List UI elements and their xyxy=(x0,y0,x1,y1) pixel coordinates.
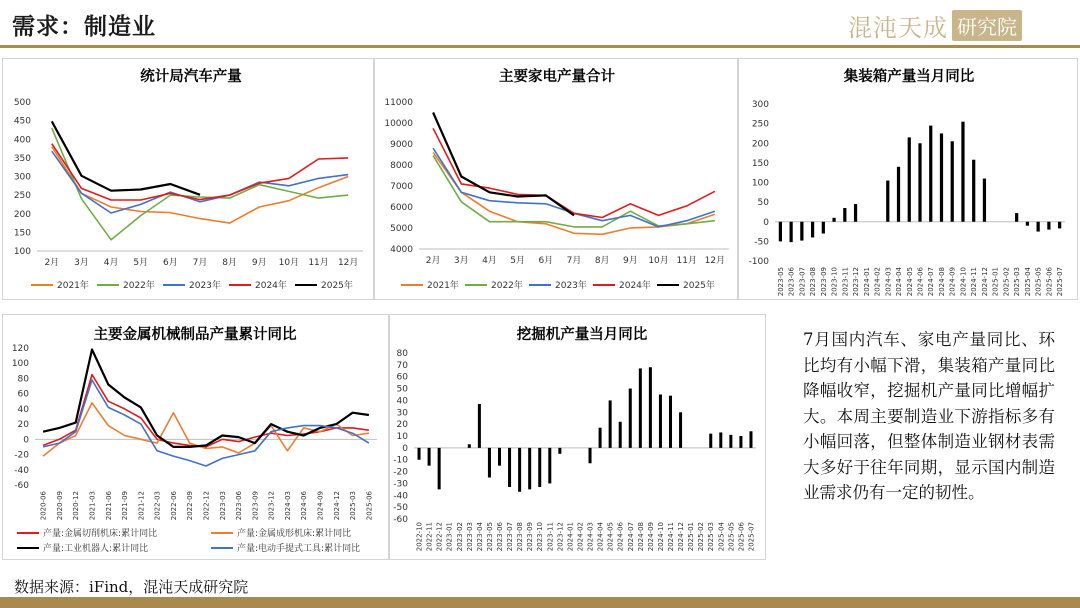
bar xyxy=(940,133,943,221)
legend-label: 2022年 xyxy=(123,281,155,291)
x-tick-label: 2024-12 xyxy=(332,491,341,521)
x-tick-label: 2023-11 xyxy=(546,522,555,552)
x-tick-label: 2023-12 xyxy=(556,522,565,552)
x-tick-label: 2024-05 xyxy=(606,522,615,552)
x-tick-label: 8月 xyxy=(222,258,238,268)
chart-auto-production xyxy=(3,59,373,299)
x-tick-label: 2021-06 xyxy=(104,491,113,521)
x-tick-label: 6月 xyxy=(162,258,178,268)
x-tick-label: 9月 xyxy=(251,258,267,268)
x-tick-label: 9月 xyxy=(622,256,638,266)
x-tick-label: 2023-06 xyxy=(787,267,796,297)
bar xyxy=(961,122,964,222)
bar xyxy=(438,448,441,490)
y-tick-label: 4000 xyxy=(390,245,413,255)
x-tick-label: 2024-12 xyxy=(980,267,989,297)
x-tick-label: 2023-12 xyxy=(267,491,276,521)
x-tick-label: 2023-04 xyxy=(475,522,484,552)
y-tick-label: 30 xyxy=(396,408,408,419)
chart-panel-container xyxy=(738,58,1078,300)
y-tick-label: -40 xyxy=(393,491,408,502)
bar xyxy=(749,431,752,448)
series-line-5 xyxy=(433,113,574,216)
y-tick-label: 8000 xyxy=(390,161,413,171)
x-tick-label: 2022-12 xyxy=(435,522,444,552)
x-tick-label: 2024-05 xyxy=(905,267,914,297)
y-tick-label: 0 xyxy=(23,435,29,446)
x-tick-label: 2025-01 xyxy=(687,522,696,552)
legend-label: 2025年 xyxy=(321,281,353,291)
footer-bar xyxy=(0,597,1080,608)
x-tick-label: 2025-05 xyxy=(727,522,736,552)
x-tick-label: 2024-12 xyxy=(677,522,686,552)
x-tick-label: 11月 xyxy=(676,256,697,266)
x-tick-label: 3月 xyxy=(74,258,89,268)
commentary-text: 7月国内汽车、家电产量同比、环比均有小幅下滑，集装箱产量同比降幅收窄，挖掘机产量同比增幅扩大。本周主要制造业下游指标多有小幅回落，但整体制造业钢材表需大多好于往年同期，显示国内制造业需求仍有一定的韧性。 xyxy=(803,330,1055,502)
company-logo xyxy=(848,8,1022,42)
x-tick-label: 2025-04 xyxy=(1023,267,1032,297)
x-tick-label: 4月 xyxy=(103,258,119,268)
x-tick-label: 2月 xyxy=(425,256,441,266)
series-line-4 xyxy=(43,380,369,466)
y-tick-label: -60 xyxy=(14,481,29,491)
legend-label: 2025年 xyxy=(683,281,715,291)
x-tick-label: 2月 xyxy=(44,258,60,268)
y-tick-label: 150 xyxy=(751,158,769,169)
logo-text: 混沌天成 xyxy=(848,13,948,42)
x-tick-label: 5月 xyxy=(133,258,149,268)
y-tick-label: 450 xyxy=(13,116,31,127)
bar xyxy=(709,434,712,448)
y-tick-label: -100 xyxy=(748,257,769,267)
bar xyxy=(468,444,471,448)
x-tick-label: 2023-05 xyxy=(485,522,494,552)
bar xyxy=(886,181,889,222)
bar xyxy=(951,141,954,221)
x-tick-label: 2025-05 xyxy=(1034,267,1043,297)
y-tick-label: 10 xyxy=(396,432,408,442)
x-tick-label: 2023-09 xyxy=(819,267,828,297)
x-tick-label: 2024-04 xyxy=(596,522,605,552)
bar xyxy=(1037,222,1040,232)
legend-label: 2024年 xyxy=(255,281,287,291)
x-tick-label: 2023-07 xyxy=(506,522,515,552)
x-tick-label: 2021-03 xyxy=(88,491,97,521)
x-tick-label: 2023-09 xyxy=(251,491,260,521)
y-tick-label: 40 xyxy=(17,404,29,415)
x-tick-label: 2025-03 xyxy=(349,491,358,521)
bar xyxy=(908,137,911,221)
legend-label: 2022年 xyxy=(491,281,523,291)
x-tick-label: 2022-09 xyxy=(186,491,195,521)
bar xyxy=(854,204,857,222)
series-line-1 xyxy=(43,375,369,447)
bar xyxy=(538,448,541,487)
x-tick-label: 2024-08 xyxy=(636,522,645,552)
bar xyxy=(659,395,662,448)
bar xyxy=(558,448,561,454)
x-tick-label: 2025-07 xyxy=(747,522,756,552)
bar xyxy=(609,400,612,447)
x-tick-label: 10月 xyxy=(648,256,669,266)
bar xyxy=(972,160,975,222)
x-tick-label: 2024-09 xyxy=(646,522,655,552)
x-tick-label: 11月 xyxy=(308,258,329,268)
y-tick-label: 10000 xyxy=(384,119,413,129)
x-tick-label: 2024-08 xyxy=(937,267,946,297)
x-tick-label: 2021-09 xyxy=(121,491,130,521)
bar xyxy=(498,448,501,466)
legend-label: 产量:工业机器人:累计同比 xyxy=(43,544,149,554)
x-tick-label: 2024-07 xyxy=(626,522,635,552)
x-tick-label: 3月 xyxy=(453,256,469,266)
bar xyxy=(739,436,742,448)
bar xyxy=(508,448,511,487)
y-tick-label: 200 xyxy=(751,139,769,150)
y-tick-label: 400 xyxy=(13,135,31,146)
chart-title: 统计局汽车产量 xyxy=(140,69,242,85)
x-tick-label: 2022-06 xyxy=(169,491,178,521)
x-tick-label: 2024-10 xyxy=(959,267,968,297)
x-tick-label: 2023-12 xyxy=(852,267,861,297)
x-tick-label: 2024-06 xyxy=(300,491,309,521)
chart-excavator-yoy xyxy=(390,315,765,559)
x-tick-label: 2023-06 xyxy=(496,522,504,552)
bar xyxy=(478,404,481,448)
y-tick-label: -50 xyxy=(754,237,769,248)
x-tick-label: 2023-10 xyxy=(830,267,839,297)
x-tick-label: 2024-03 xyxy=(884,267,893,297)
y-tick-label: 60 xyxy=(17,389,29,400)
x-tick-label: 2023-08 xyxy=(809,267,818,297)
x-tick-label: 2023-01 xyxy=(445,522,454,552)
bar xyxy=(1026,222,1029,226)
bar xyxy=(729,435,732,448)
x-tick-label: 2023-10 xyxy=(536,522,545,552)
series-line-2 xyxy=(43,403,369,456)
y-tick-label: 20 xyxy=(396,420,408,431)
y-tick-label: 100 xyxy=(751,178,769,189)
y-tick-label: -20 xyxy=(393,467,408,478)
legend-label: 2021年 xyxy=(427,281,459,291)
bar xyxy=(811,222,814,238)
y-tick-label: 300 xyxy=(751,100,769,110)
x-tick-label: 2024-03 xyxy=(283,491,292,521)
x-tick-label: 2023-03 xyxy=(218,491,227,521)
x-tick-label: 2023-11 xyxy=(841,267,850,297)
x-tick-label: 2025-02 xyxy=(1002,267,1011,297)
chart-title: 集装箱产量当月同比 xyxy=(843,69,975,85)
y-tick-label: 20 xyxy=(17,420,29,431)
bar xyxy=(800,222,803,241)
y-tick-label: 11000 xyxy=(384,98,413,108)
x-tick-label: 2025-03 xyxy=(707,522,716,552)
x-tick-label: 2025-06 xyxy=(1045,267,1054,297)
bar xyxy=(1015,213,1018,222)
bar xyxy=(639,368,642,447)
chart-panel-appliance xyxy=(374,58,738,300)
x-tick-label: 2020-12 xyxy=(72,491,81,521)
y-tick-label: 0 xyxy=(763,217,769,228)
bar xyxy=(629,389,632,448)
chart-title: 挖掘机产量当月同比 xyxy=(516,327,648,343)
x-tick-label: 2024-09 xyxy=(948,267,957,297)
legend-label: 2021年 xyxy=(57,281,89,291)
x-tick-label: 7月 xyxy=(192,258,208,268)
legend-label: 产量:电动手提式工具:累计同比 xyxy=(237,544,361,554)
x-tick-label: 2023-02 xyxy=(455,522,464,552)
bar xyxy=(918,143,921,222)
x-tick-label: 2023-07 xyxy=(798,267,807,297)
legend-label: 2023年 xyxy=(555,281,587,291)
x-tick-label: 5月 xyxy=(510,256,526,266)
series-line-1 xyxy=(52,147,348,223)
bar xyxy=(619,422,622,448)
x-tick-label: 2024-03 xyxy=(586,522,595,552)
bar xyxy=(843,208,846,222)
y-tick-label: -30 xyxy=(393,479,408,490)
legend-label: 产量:金属切削机床:累计同比 xyxy=(43,529,158,539)
legend-label: 2024年 xyxy=(619,281,651,291)
chart-container-yoy xyxy=(739,59,1077,299)
x-tick-label: 2022-12 xyxy=(202,491,211,521)
y-tick-label: 7000 xyxy=(390,182,413,192)
chart-metal-machinery-cumulative xyxy=(3,315,388,559)
y-tick-label: 50 xyxy=(396,384,408,395)
x-tick-label: 2020-09 xyxy=(55,491,64,521)
bar xyxy=(418,448,421,460)
x-tick-label: 2024-04 xyxy=(895,267,904,297)
x-tick-label: 8月 xyxy=(594,256,610,266)
x-tick-label: 10月 xyxy=(278,258,300,268)
bar xyxy=(929,126,932,222)
x-tick-label: 2023-03 xyxy=(465,522,474,552)
x-tick-label: 2024-11 xyxy=(970,267,979,297)
x-tick-label: 2024-02 xyxy=(873,267,882,297)
y-tick-label: 9000 xyxy=(390,140,413,150)
x-tick-label: 2023-09 xyxy=(526,522,535,552)
x-tick-label: 2024-09 xyxy=(316,491,325,521)
x-tick-label: 7月 xyxy=(566,256,582,266)
logo-box-text: 研究院 xyxy=(952,10,1022,41)
x-tick-label: 2022-11 xyxy=(425,522,434,552)
x-tick-label: 2020-06 xyxy=(39,491,48,521)
y-tick-label: -60 xyxy=(393,515,408,525)
x-tick-label: 2024-06 xyxy=(916,267,925,297)
data-source: 数据来源：iFind，混沌天成研究院 xyxy=(14,578,249,596)
x-tick-label: 12月 xyxy=(704,256,726,266)
y-tick-label: -20 xyxy=(14,450,29,461)
y-tick-label: 150 xyxy=(13,228,31,239)
y-tick-label: 80 xyxy=(396,349,408,359)
legend-label: 产量:金属成形机床:累计同比 xyxy=(237,529,352,539)
bar xyxy=(679,412,682,448)
x-tick-label: 2021-12 xyxy=(137,491,146,521)
y-tick-label: 250 xyxy=(13,191,31,202)
bar xyxy=(589,448,592,463)
page-header xyxy=(0,0,1080,52)
bar xyxy=(428,448,431,466)
y-tick-label: 0 xyxy=(402,443,408,454)
y-tick-label: 5000 xyxy=(390,224,413,234)
bar xyxy=(518,448,521,492)
bar xyxy=(897,167,900,222)
bar xyxy=(528,448,531,490)
x-tick-label: 2024-07 xyxy=(927,267,936,297)
y-tick-label: 50 xyxy=(757,198,769,209)
y-tick-label: 350 xyxy=(13,153,31,164)
x-tick-label: 6月 xyxy=(538,256,554,266)
x-tick-label: 2024-01 xyxy=(862,267,871,297)
header-divider xyxy=(0,45,1080,48)
y-tick-label: 100 xyxy=(11,359,29,370)
bar xyxy=(719,432,722,447)
x-tick-label: 2022-03 xyxy=(153,491,162,521)
legend-label: 2023年 xyxy=(189,281,221,291)
bar xyxy=(790,222,793,242)
x-tick-label: 2023-08 xyxy=(516,522,525,552)
y-tick-label: 200 xyxy=(13,209,31,220)
y-tick-label: 80 xyxy=(17,374,29,385)
x-tick-label: 2025-06 xyxy=(365,491,374,521)
series-line-1 xyxy=(433,152,715,234)
bar xyxy=(1047,222,1050,230)
bar xyxy=(548,448,551,484)
x-tick-label: 2025-03 xyxy=(1013,267,1022,297)
chart-panel-auto xyxy=(2,58,374,300)
y-tick-label: -40 xyxy=(14,465,29,476)
y-tick-label: 120 xyxy=(11,344,29,354)
y-tick-label: -10 xyxy=(393,455,408,466)
y-tick-label: 70 xyxy=(396,360,408,371)
x-tick-label: 12月 xyxy=(337,258,359,268)
y-tick-label: 100 xyxy=(13,247,31,257)
series-line-4 xyxy=(52,144,348,200)
x-tick-label: 2025-02 xyxy=(697,522,706,552)
bar xyxy=(488,448,491,478)
y-tick-label: 40 xyxy=(396,396,408,407)
series-line-2 xyxy=(433,156,715,227)
series-line-4 xyxy=(433,128,715,217)
bar xyxy=(822,222,825,234)
x-tick-label: 2023-06 xyxy=(235,491,244,521)
x-tick-label: 2024-10 xyxy=(656,522,665,552)
chart-appliance-production xyxy=(375,59,737,299)
chart-title: 主要金属机械制品产量累计同比 xyxy=(93,327,297,343)
bar xyxy=(983,179,986,222)
chart-panel-excavator xyxy=(389,314,766,560)
x-tick-label: 2025-01 xyxy=(991,267,1000,297)
page-title: 需求：制造业 xyxy=(12,13,156,40)
chart-panel-metal-machinery xyxy=(2,314,389,560)
y-tick-label: 250 xyxy=(751,119,769,130)
y-tick-label: 500 xyxy=(13,98,31,108)
y-tick-label: 300 xyxy=(13,172,31,183)
bar xyxy=(599,428,602,448)
x-tick-label: 2024-06 xyxy=(616,522,625,552)
x-tick-label: 2024-02 xyxy=(576,522,585,552)
bar xyxy=(779,222,782,242)
x-tick-label: 2023-05 xyxy=(776,267,785,297)
y-tick-label: 6000 xyxy=(390,203,413,213)
y-tick-label: -50 xyxy=(393,503,408,514)
bar xyxy=(1058,222,1061,229)
x-tick-label: 2025-04 xyxy=(717,522,726,552)
bar xyxy=(669,396,672,448)
x-tick-label: 4月 xyxy=(482,256,497,266)
x-tick-label: 2024-01 xyxy=(566,522,575,552)
x-tick-label: 2025-06 xyxy=(737,522,746,552)
bar xyxy=(832,218,835,222)
x-tick-label: 2025-07 xyxy=(1056,267,1065,297)
x-tick-label: 2022-10 xyxy=(415,522,424,552)
x-tick-label: 2024-11 xyxy=(667,522,675,552)
chart-title: 主要家电产量合计 xyxy=(499,69,615,85)
y-tick-label: 60 xyxy=(396,372,408,383)
bar xyxy=(649,367,652,448)
